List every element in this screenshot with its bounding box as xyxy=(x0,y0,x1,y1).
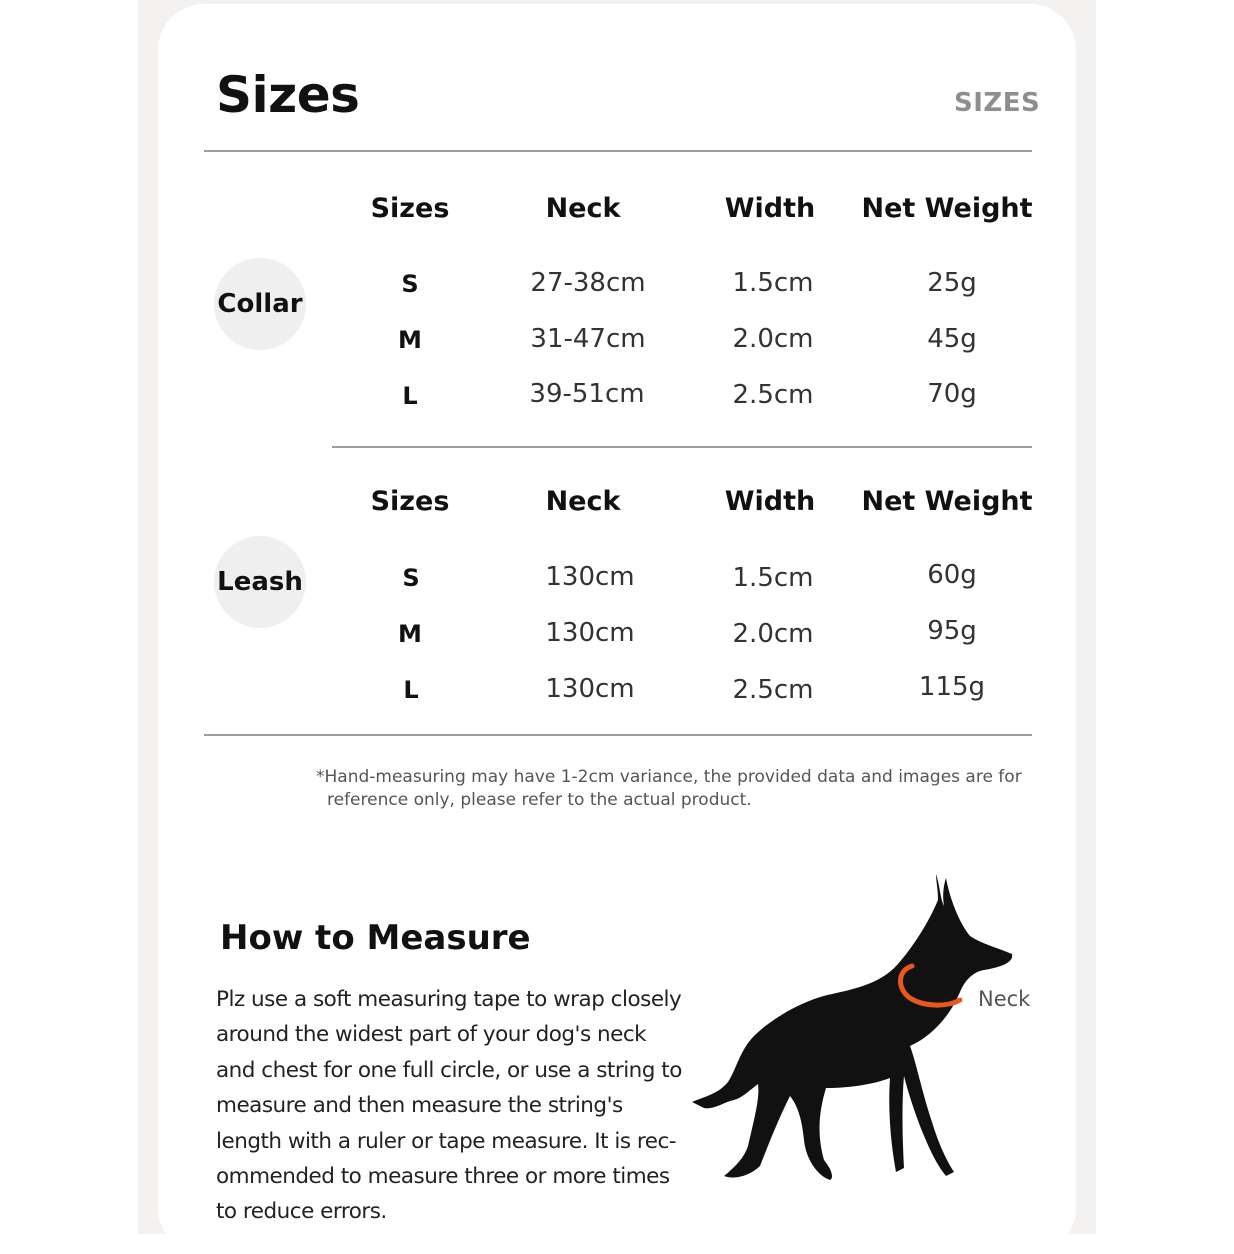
collar-cell-neck: 39-51cm xyxy=(529,379,645,409)
dog-body xyxy=(692,874,1012,1180)
disclaimer-note xyxy=(316,766,1036,812)
neck-label: Neck xyxy=(978,987,1031,1011)
collar-cell-width: 2.5cm xyxy=(732,380,814,410)
section-tag: SIZES xyxy=(954,88,1041,118)
leash-label: Leash xyxy=(217,567,303,597)
bottom-divider xyxy=(204,734,1032,736)
page-title: Sizes xyxy=(216,66,360,124)
middle-divider xyxy=(332,446,1032,448)
leash-cell-weight: 60g xyxy=(927,560,977,590)
collar-badge xyxy=(214,258,306,350)
collar-cell-neck: 31-47cm xyxy=(530,324,646,354)
leash-header-neck: Neck xyxy=(545,486,621,517)
collar-cell-size: L xyxy=(402,382,418,410)
collar-header-neck: Neck xyxy=(545,193,621,224)
measure-instructions: Plz use a soft measuring tape to wrap closely around the widest part of your dog's neck and chest for one full circle, or use a string to measure and then measure the string's length with a ruler or tape measure. It is rec-ommended to measure three or more times to reduce errors. xyxy=(216,987,682,1225)
leash-cell-size: S xyxy=(402,564,420,592)
leash-cell-weight: 95g xyxy=(927,616,977,646)
leash-header-width: Width xyxy=(724,486,816,517)
disclaimer-line: reference only, please refer to the actual product. xyxy=(327,790,752,810)
collar-cell-weight: 45g xyxy=(927,324,977,354)
disclaimer-line: *Hand-measuring may have 1-2cm variance, the provided data and images are for xyxy=(316,767,1022,787)
collar-header-net-weight: Net Weight xyxy=(861,193,1033,224)
leash-cell-neck: 130cm xyxy=(545,562,635,592)
collar-cell-size: M xyxy=(398,326,422,354)
collar-header-width: Width xyxy=(724,193,816,224)
leash-cell-neck: 130cm xyxy=(545,674,635,704)
measure-heading: How to Measure xyxy=(220,918,531,958)
collar-cell-width: 1.5cm xyxy=(732,268,814,298)
collar-label: Collar xyxy=(217,289,303,319)
top-divider xyxy=(204,150,1032,152)
leash-header-net-weight: Net Weight xyxy=(861,486,1033,517)
collar-cell-size: S xyxy=(401,270,419,298)
leash-cell-size: M xyxy=(398,620,422,648)
leash-header-sizes: Sizes xyxy=(370,486,450,517)
collar-cell-width: 2.0cm xyxy=(732,324,814,354)
collar-header-sizes: Sizes xyxy=(370,193,450,224)
leash-cell-width: 2.5cm xyxy=(732,675,814,705)
leash-badge xyxy=(214,536,306,628)
collar-cell-weight: 70g xyxy=(927,379,977,409)
collar-cell-neck: 27-38cm xyxy=(530,268,646,298)
leash-cell-width: 1.5cm xyxy=(732,563,814,593)
leash-cell-width: 2.0cm xyxy=(732,619,814,649)
leash-cell-weight: 115g xyxy=(918,672,986,702)
dog-silhouette-icon xyxy=(684,870,1024,1190)
leash-cell-size: L xyxy=(403,676,419,704)
leash-cell-neck: 130cm xyxy=(545,618,635,648)
collar-cell-weight: 25g xyxy=(927,268,977,298)
